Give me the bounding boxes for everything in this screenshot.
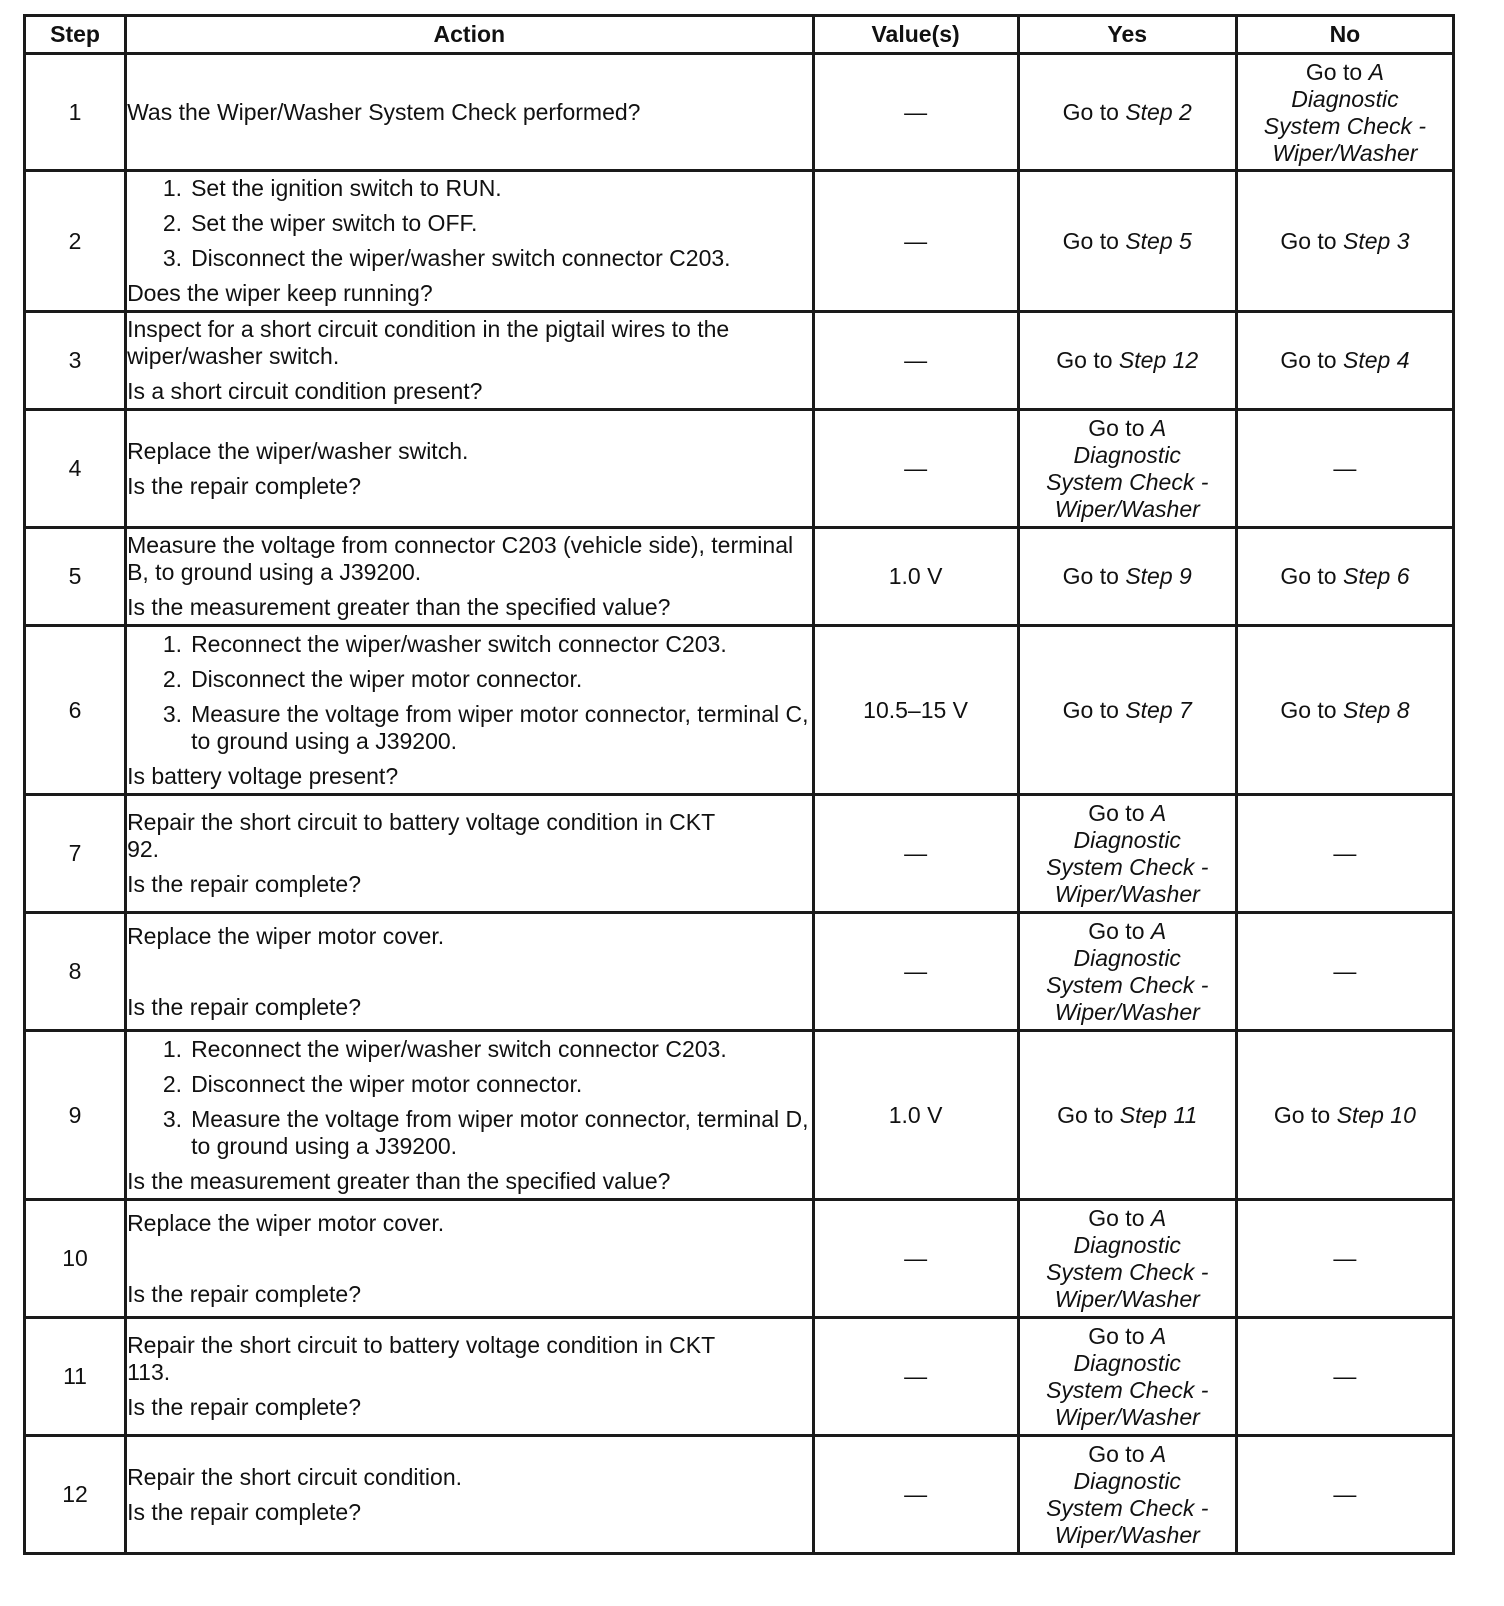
- list-item: 1. Set the ignition switch to RUN.: [162, 175, 502, 201]
- action-cell: [126, 913, 813, 1031]
- step-link: Step 12: [1118, 347, 1199, 373]
- header-step: Step: [25, 16, 126, 54]
- yes-cell: [1018, 626, 1236, 795]
- action-question: Is the repair complete?: [127, 871, 362, 897]
- step-link: Step 11: [1119, 1101, 1198, 1128]
- action-steps: [127, 1036, 811, 1160]
- diagnostic-link-line: System Check -: [1046, 972, 1209, 998]
- diagnostic-link-line: System Check -: [1046, 1377, 1209, 1403]
- step-number: 6: [25, 626, 126, 795]
- action-question: Is the repair complete?: [127, 1394, 362, 1420]
- value-cell: —: [813, 171, 1018, 312]
- step-number: 9: [25, 1031, 126, 1200]
- step-number: 10: [25, 1200, 126, 1318]
- value-cell: —: [813, 410, 1018, 528]
- diagnostic-link-line: Wiper/Washer: [1054, 496, 1200, 522]
- action-question: Is the measurement greater than the specified value?: [127, 1167, 671, 1194]
- action-question: Is the repair complete?: [127, 993, 362, 1020]
- goto-label: Go to: [1088, 918, 1145, 944]
- table-row: [25, 171, 1454, 312]
- step-link: Step 10: [1336, 1101, 1416, 1128]
- value-cell: —: [813, 913, 1018, 1031]
- list-item: 2. Set the wiper switch to OFF.: [162, 210, 478, 236]
- step-number: 2: [25, 171, 126, 312]
- header-row: [25, 16, 1454, 54]
- no-cell: —: [1236, 410, 1453, 528]
- action-text: Inspect for a short circuit condition in the pigtail wires to the wiper/washer switch.: [127, 316, 730, 369]
- value-cell: 10.5–15 V: [813, 626, 1018, 795]
- no-cell: [1236, 1031, 1453, 1200]
- action-steps: [127, 631, 811, 755]
- diagnostic-link-a: A: [1150, 800, 1167, 826]
- action-cell: [126, 54, 813, 171]
- table-row: [25, 312, 1454, 410]
- goto-label: Go to: [1062, 98, 1119, 125]
- header-action: Action: [126, 16, 813, 54]
- yes-cell: [1018, 54, 1236, 171]
- header-no: No: [1236, 16, 1453, 54]
- goto-label: Go to: [1056, 347, 1113, 373]
- diagnostic-link-line: Diagnostic: [1073, 1468, 1181, 1494]
- diagnostic-link-line: Diagnostic: [1073, 1232, 1181, 1258]
- action-text: Replace the wiper motor cover.: [127, 1209, 445, 1236]
- action-question: Is the measurement greater than the specified value?: [127, 594, 671, 620]
- list-item: 3. Disconnect the wiper/washer switch connector C203.: [162, 245, 731, 271]
- goto-label: Go to: [1062, 696, 1119, 723]
- diagnostic-link-line: System Check -: [1046, 1495, 1209, 1521]
- table-row: [25, 410, 1454, 528]
- value-cell: —: [813, 54, 1018, 171]
- diagnostic-link-a: A: [1150, 1441, 1167, 1467]
- diagnostic-link-line: Wiper/Washer: [1054, 999, 1200, 1025]
- yes-cell: [1018, 1031, 1236, 1200]
- diagnostic-link-a: A: [1368, 59, 1384, 85]
- diagnostic-link-line: Wiper/Washer: [1272, 140, 1418, 166]
- step-number: 3: [25, 312, 126, 410]
- goto-label: Go to: [1305, 59, 1363, 85]
- table-row: [25, 1318, 1454, 1436]
- value-cell: —: [813, 1436, 1018, 1554]
- goto-label: Go to: [1280, 563, 1337, 589]
- table-row: [25, 54, 1454, 171]
- step-number: 1: [25, 54, 126, 171]
- yes-cell: [1018, 1318, 1236, 1436]
- goto-label: Go to: [1062, 563, 1119, 589]
- yes-cell: [1018, 171, 1236, 312]
- no-cell: —: [1236, 795, 1453, 913]
- list-item: 1. Reconnect the wiper/washer switch connector C203.: [162, 1035, 727, 1062]
- step-number: 12: [25, 1436, 126, 1554]
- action-cell: [126, 795, 813, 913]
- yes-cell: [1018, 795, 1236, 913]
- diagnostic-table: [23, 14, 1455, 1555]
- diagnostic-link-line: System Check -: [1046, 1259, 1209, 1285]
- value-cell: —: [813, 1200, 1018, 1318]
- goto-label: Go to: [1062, 227, 1119, 254]
- diagnostic-link-line: System Check -: [1046, 469, 1209, 495]
- list-item: 1. Reconnect the wiper/washer switch connector C203.: [162, 630, 727, 657]
- no-cell: [1236, 171, 1453, 312]
- goto-label: Go to: [1273, 1101, 1331, 1128]
- diagnostic-link-line: Wiper/Washer: [1054, 1522, 1200, 1548]
- table-row: [25, 1031, 1454, 1200]
- value-cell: —: [813, 795, 1018, 913]
- step-link: Step 3: [1342, 227, 1410, 254]
- action-cell: [126, 528, 813, 626]
- diagnostic-link-line: Diagnostic: [1291, 86, 1399, 112]
- diagnostic-link-line: Wiper/Washer: [1054, 1404, 1200, 1430]
- action-cell: [126, 1318, 813, 1436]
- action-question: Is a short circuit condition present?: [127, 378, 483, 404]
- list-item: 3. Measure the voltage from wiper motor connector, terminal D, to ground using a J39200.: [162, 1105, 809, 1159]
- list-item: 3. Measure the voltage from wiper motor connector, terminal C, to ground using a J39200.: [162, 700, 809, 754]
- no-cell: —: [1236, 1318, 1453, 1436]
- diagnostic-link-line: Diagnostic: [1073, 827, 1181, 853]
- diagnostic-link-line: Diagnostic: [1073, 945, 1181, 971]
- no-cell: [1236, 626, 1453, 795]
- table-row: [25, 1436, 1454, 1554]
- step-link: Step 4: [1342, 347, 1410, 373]
- goto-label: Go to: [1057, 1101, 1114, 1128]
- step-link: Step 8: [1342, 696, 1410, 723]
- value-cell: 1.0 V: [813, 1031, 1018, 1200]
- yes-cell: [1018, 1436, 1236, 1554]
- action-cell: [126, 1200, 813, 1318]
- action-cell: [126, 626, 813, 795]
- table-row: [25, 626, 1454, 795]
- value-cell: —: [813, 1318, 1018, 1436]
- yes-cell: [1018, 410, 1236, 528]
- action-cell: [126, 171, 813, 312]
- step-link: Step 2: [1125, 98, 1192, 125]
- action-text: Was the Wiper/Washer System Check performed?: [127, 98, 641, 125]
- value-cell: 1.0 V: [813, 528, 1018, 626]
- action-text: Repair the short circuit to battery voltage condition in CKT 92.: [127, 809, 715, 862]
- no-cell: —: [1236, 913, 1453, 1031]
- step-link: Step 6: [1342, 563, 1410, 589]
- diagnostic-link-a: A: [1150, 1323, 1167, 1349]
- action-cell: [126, 1436, 813, 1554]
- action-cell: [126, 312, 813, 410]
- diagnostic-link-line: Wiper/Washer: [1054, 881, 1200, 907]
- diagnostic-link-line: Wiper/Washer: [1054, 1286, 1200, 1312]
- goto-label: Go to: [1088, 1205, 1145, 1231]
- step-link: Step 5: [1125, 227, 1192, 254]
- no-cell: [1236, 54, 1453, 171]
- action-text: Repair the short circuit condition.: [127, 1463, 462, 1490]
- step-link: Step 9: [1125, 563, 1192, 589]
- no-cell: —: [1236, 1200, 1453, 1318]
- step-number: 4: [25, 410, 126, 528]
- table-row: [25, 913, 1454, 1031]
- action-text: Replace the wiper/washer switch.: [127, 437, 469, 464]
- step-link: Step 7: [1125, 696, 1192, 723]
- yes-cell: [1018, 528, 1236, 626]
- step-number: 7: [25, 795, 126, 913]
- goto-label: Go to: [1280, 347, 1337, 373]
- goto-label: Go to: [1088, 415, 1145, 441]
- action-cell: [126, 1031, 813, 1200]
- no-cell: [1236, 528, 1453, 626]
- step-number: 8: [25, 913, 126, 1031]
- action-text: Replace the wiper motor cover.: [127, 922, 445, 949]
- goto-label: Go to: [1088, 1441, 1145, 1467]
- value-cell: —: [813, 312, 1018, 410]
- action-text: Repair the short circuit to battery voltage condition in CKT 113.: [127, 1332, 715, 1385]
- list-item: 2. Disconnect the wiper motor connector.: [162, 665, 583, 692]
- goto-label: Go to: [1280, 227, 1337, 254]
- diagnostic-link-a: A: [1150, 415, 1167, 441]
- goto-label: Go to: [1088, 1323, 1145, 1349]
- table-row: [25, 528, 1454, 626]
- diagnostic-link-a: A: [1150, 1205, 1167, 1231]
- header-values: Value(s): [813, 16, 1018, 54]
- goto-label: Go to: [1088, 800, 1145, 826]
- step-number: 11: [25, 1318, 126, 1436]
- yes-cell: [1018, 1200, 1236, 1318]
- action-question: Is the repair complete?: [127, 1498, 362, 1525]
- table-row: [25, 795, 1454, 913]
- yes-cell: [1018, 913, 1236, 1031]
- action-question: Is battery voltage present?: [127, 762, 399, 789]
- diagnostic-link-a: A: [1150, 918, 1167, 944]
- action-cell: [126, 410, 813, 528]
- no-cell: [1236, 312, 1453, 410]
- no-cell: —: [1236, 1436, 1453, 1554]
- step-number: 5: [25, 528, 126, 626]
- goto-label: Go to: [1280, 696, 1337, 723]
- diagnostic-link-line: System Check -: [1263, 113, 1427, 139]
- table-row: [25, 1200, 1454, 1318]
- list-item: 2. Disconnect the wiper motor connector.: [162, 1070, 583, 1097]
- action-question: Does the wiper keep running?: [127, 280, 433, 306]
- diagnostic-link-line: Diagnostic: [1073, 442, 1181, 468]
- action-question: Is the repair complete?: [127, 472, 362, 499]
- diagnostic-link-line: System Check -: [1046, 854, 1209, 880]
- yes-cell: [1018, 312, 1236, 410]
- diagnostic-link-line: Diagnostic: [1073, 1350, 1181, 1376]
- action-steps: [127, 175, 811, 272]
- header-yes: Yes: [1018, 16, 1236, 54]
- action-question: Is the repair complete?: [127, 1280, 362, 1307]
- action-text: Measure the voltage from connector C203 (vehicle side), terminal B, to ground using a J39200.: [127, 532, 794, 585]
